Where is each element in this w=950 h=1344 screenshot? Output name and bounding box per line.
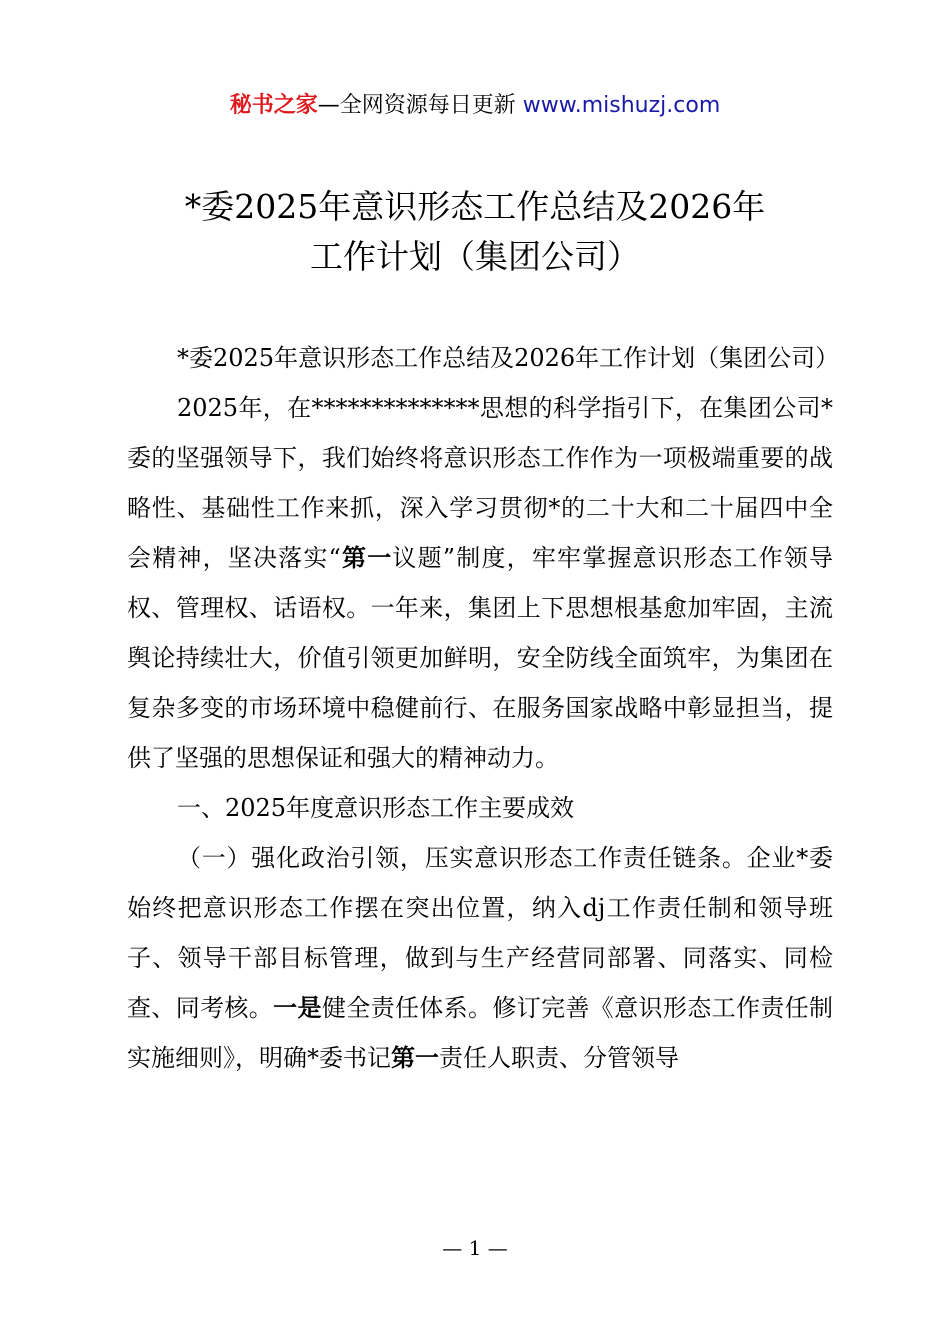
page-number: — 1 — <box>442 1236 508 1260</box>
title-line-2: 工作计划（集团公司） <box>310 237 640 276</box>
brand-name: 秘书之家 <box>229 93 318 118</box>
intro-text-a: 2025年，在**************思想的科学指引下，在集团公司*委的坚强领导下，我们始终将意识形态工作作为一项极端重要的战略性、基础性工作来抓，深入学习贯彻*的二十大和二十届四中全会精神，坚决落实“ <box>127 394 833 572</box>
document-title <box>0 182 950 282</box>
site-url-link[interactable]: www.mishuzj.com <box>522 93 721 118</box>
intro-text-c: 议题”制度，牢牢掌握意识形态工作领导权、管理权、话语权。一年来，集团上下思想根基愈加牢固，主流舆论持续壮大，价值引领更加鲜明，安全防线全面筑牢，为集团在复杂多变的市场环境中稳健前行、在服务国家战略中彰显担当，提供了坚强的思想保证和强大的精神动力。 <box>127 544 833 772</box>
section-text-c: 健全责任体系。修订完善《意识形态工作责任制实施细则》，明确*委书记 <box>127 994 834 1072</box>
paragraph-intro <box>127 383 833 783</box>
intro-bold-first: 第一 <box>340 543 393 572</box>
section-bold-yishi: 一是 <box>273 993 322 1022</box>
site-header <box>0 88 950 119</box>
header-tagline: —全网资源每日更新 <box>317 93 523 118</box>
section-bold-first: 第一 <box>391 1043 439 1072</box>
paragraph-subtitle: *委2025年意识形态工作总结及2026年工作计划（集团公司） <box>177 344 840 372</box>
section-text-e: 责任人职责、分管领导 <box>439 1044 679 1072</box>
paragraph-section-1-1 <box>127 833 833 1083</box>
title-line-1: *委2025年意识形态工作总结及2026年 <box>184 187 766 226</box>
section-text-a: （一）强化政治引领，压实意识形态工作责任链条。企业*委始终把意识形态工作摆在突出位置，纳入dj工作责任制和领导班子、领导干部目标管理，做到与生产经营同部署、同落实、同检查、同考核。 <box>127 844 833 1022</box>
section-heading-1: 一、2025年度意识形态工作主要成效 <box>177 794 575 822</box>
document-body <box>127 333 840 1083</box>
